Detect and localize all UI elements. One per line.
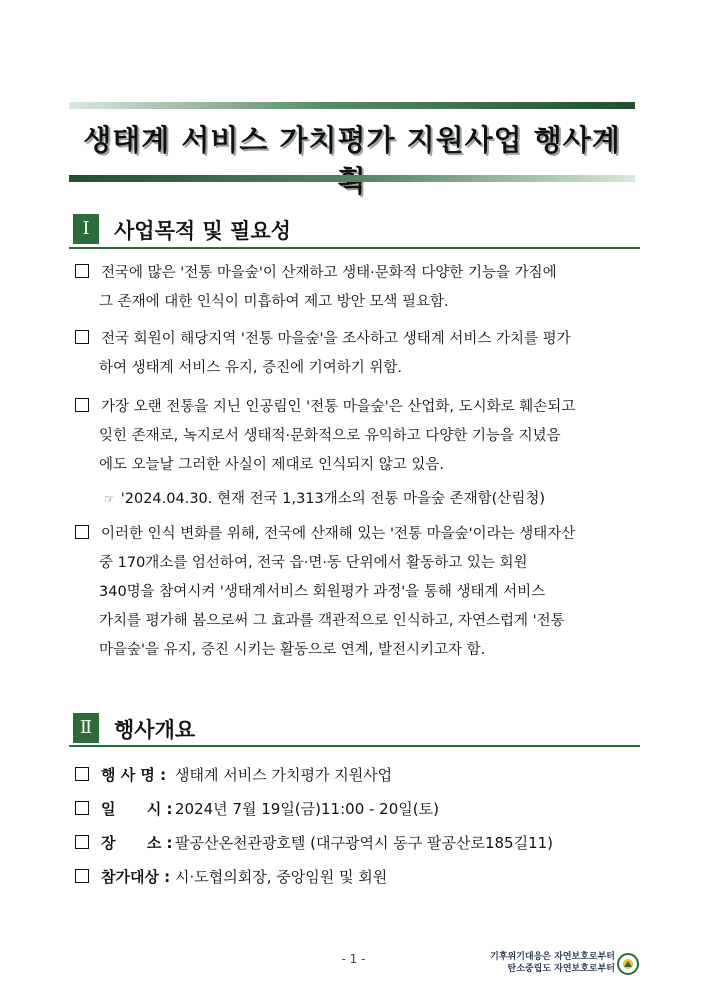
- source-note: ☞ '2024.04.30. 현재 전국 1,313개소의 전통 마을숲 존재함(산림청): [104, 491, 545, 507]
- footer-slogan: 기후위기대응은 자연보호로부터 탄소중립도 자연보호로부터: [490, 952, 615, 974]
- title-top-bar: [69, 102, 635, 109]
- title-bottom-bar: [69, 175, 635, 182]
- checkbox-icon: [75, 264, 89, 278]
- list-item: 전국에 많은 '전통 마을숲'이 산재하고 생태·문화적 다양한 기능을 가짐에 그 존재에 대한 인식이 미흡하여 제고 방안 모색 필요함.: [75, 259, 645, 317]
- organization-logo-icon: [617, 953, 639, 975]
- page-number: - 1 -: [341, 952, 366, 966]
- checkbox-icon: [75, 835, 89, 849]
- section-2-rule: [69, 745, 640, 747]
- document-title: 생태계 서비스 가치평가 지원사업 행사계: [83, 123, 621, 157]
- checkbox-icon: [75, 398, 89, 412]
- list-item: 가장 오랜 전통을 지닌 인공림인 '전통 마을숲'은 산업화, 도시화로 훼손되고 잊힌 존재로, 녹지로서 생태적·문화적으로 유익하고 다양한 기능을 지녔음 에도 오늘날 그러한 사실이 제대로 인식되지 않고 있음.: [75, 393, 645, 480]
- overview-row-place: 장 소 : 팔공산온천관광호텔 (대구광역시 동구 팔공산로185길11): [75, 832, 553, 854]
- section-1-title: 사업목적 및 필요성: [114, 219, 291, 243]
- list-item: 이러한 인식 변화를 위해, 전국에 산재해 있는 '전통 마을숲'이라는 생태자산 중 170개소를 엄선하여, 전국 읍·면·동 단위에서 활동하고 있는 회원 340명을 참여시켜 '생태계서비스 회원평가 과정'을 통해 생태계 서비스 가치를 평가해 봄으로써 그 효과를 객관적으로 인식하고, 자연스럽게 '전통 마을숲'을 유지, 증진 시키는 활동으로 연계, 발전시키고자 함.: [75, 520, 645, 665]
- overview-row-event: 행 사 명 : 생태계 서비스 가치평가 지원사업: [75, 764, 392, 786]
- section-1-number: Ⅰ: [73, 214, 99, 244]
- pointing-hand-icon: ☞: [104, 492, 115, 506]
- checkbox-icon: [75, 525, 89, 539]
- list-item: 전국 회원이 해당지역 '전통 마을숲'을 조사하고 생태계 서비스 가치를 평가 하여 생태계 서비스 유지, 증진에 기여하기 위함.: [75, 325, 645, 383]
- section-1-rule: [69, 247, 640, 249]
- checkbox-icon: [75, 330, 89, 344]
- overview-row-date: 일 시 : 2024년 7월 19일(금)11:00 - 20일(토): [75, 798, 439, 820]
- checkbox-icon: [75, 767, 89, 781]
- section-2-number: Ⅱ: [73, 713, 99, 743]
- checkbox-icon: [75, 869, 89, 883]
- overview-row-participants: 참가대상 : 시·도협의회장, 중앙임원 및 회원: [75, 866, 387, 888]
- section-2-title: 행사개요: [114, 718, 196, 742]
- checkbox-icon: [75, 801, 89, 815]
